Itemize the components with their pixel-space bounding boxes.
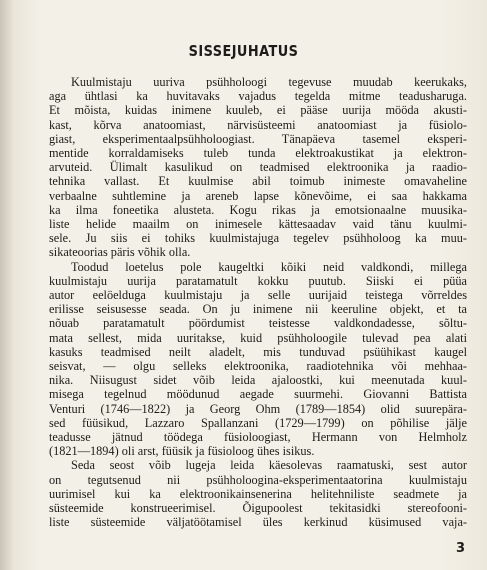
text-line: giast, eksperimentaalpsühholoogiast. Tänapäeva tasemel eksperi- [49, 131, 467, 146]
text-line: uurimisel kui ka elektroonikainsenerina helitehniliste seadmete ja [49, 486, 467, 501]
text-line: misega tegelnud möödunud aegade suurmehi. Giovanni Battista [49, 387, 467, 402]
text-line: on tegutsenud nii psühholoogina-eksperimentaatorina kuulmistaju [49, 472, 467, 487]
text-line: verbaalne suhtlemine ja areneb lapse kõnevõime, ei saa hakkama [49, 188, 467, 203]
text-line: nika. Niisugust sidet võib leida ajaloostki, kui meenutada kuul- [49, 373, 467, 388]
text-line: kasuks teadmised neilt aladelt, mis tunduvad psüühikast kaugel [49, 344, 467, 359]
paragraph-3 [49, 458, 467, 529]
text-line: süsteemide konstrueerimisel. Õigupoolest tekitasidki stereofooni- [49, 501, 467, 516]
text-line: autor eelöelduga kuulmistaju ja selle uurijaid teistega võrreldes [49, 288, 467, 303]
text-line: erilisse seisusesse seada. On ju inimene nii keeruline objekt, et ta [49, 302, 467, 317]
text-line: sed füüsikud, Lazzaro Spallanzani (1729—1799) on põhilise jälje [49, 415, 467, 430]
text-line: Seda seost võib lugeja leida käesolevas raamatuski, sest autor [71, 458, 467, 473]
text-line: liste süsteemide väljatöötamisel üles kerkinud küsimused vaja- [49, 515, 467, 530]
text-line: kuulmistaju uurija paratamatult kokku puutub. Siiski ei püüa [49, 273, 467, 288]
text-line: mentide korraldamiseks tuleb tunda elektroakustikat ja elektron- [49, 146, 467, 161]
text-line: kast, kõrva anatoomiast, närvisüsteemi anatoomiast ja füsiolo- [49, 117, 467, 132]
text-line: Et mõista, kuidas inimene kuuleb, ei pääse uurija mööda akusti- [49, 103, 467, 118]
text-line: liste helide maailm on inimesele kättesaadav vaid tänu kuulmi- [49, 217, 467, 232]
text-line: Kuulmistaju uuriva psühholoogi tegevuse muudab keerukaks, [71, 75, 467, 89]
text-line: (1821—1894) oli arst, füüsik ja füsioloog ühes isikus. [49, 444, 315, 459]
text-line: sikateoorias päris võhik olla. [49, 245, 191, 260]
paragraph-2 [49, 260, 467, 459]
text-line: Venturi (1746—1822) ja Georg Ohm (1789—1854) olid suurepära- [49, 401, 467, 416]
text-line: teadusse jätnud töödega füsioloogiast, Hermann von Helmholz [49, 430, 467, 445]
page-number: 3 [455, 541, 465, 556]
text-line: Toodud loetelus pole kaugeltki kõiki neid valdkondi, millega [71, 259, 467, 274]
text-line: tehnika vallast. Et kuulmise abil toimub inimeste omavaheline [49, 174, 467, 189]
text-line: arvuteid. Ülimalt kasulikud on teadmised elektroonika ja raadio- [49, 160, 467, 175]
text-line: nõuab paratamatult pöördumist teistesse valdkondadesse, sõltu- [49, 316, 467, 331]
paragraph-1 [49, 75, 467, 260]
chapter-title: SISSEJUHATUS [188, 42, 299, 60]
text-line: mata sellest, mida uuritakse, kuid psühholoogile tulevad pea alati [49, 330, 467, 345]
text-line: sele. Ju siis ei tohiks kuulmistajuga tegelev psühholoog ka muu- [49, 231, 467, 246]
text-line: ka ilma foneetika alusteta. Kogu rikas ja emotsionaalne muusika- [49, 202, 467, 217]
text-line: seisvat, — olgu selleks elektroonika, raadiotehnika või mehhaa- [49, 359, 467, 374]
text-line: aga ühtlasi ka huvitavaks vajadus tegelda mitme teadusharuga. [49, 89, 467, 104]
body-text [49, 75, 467, 530]
